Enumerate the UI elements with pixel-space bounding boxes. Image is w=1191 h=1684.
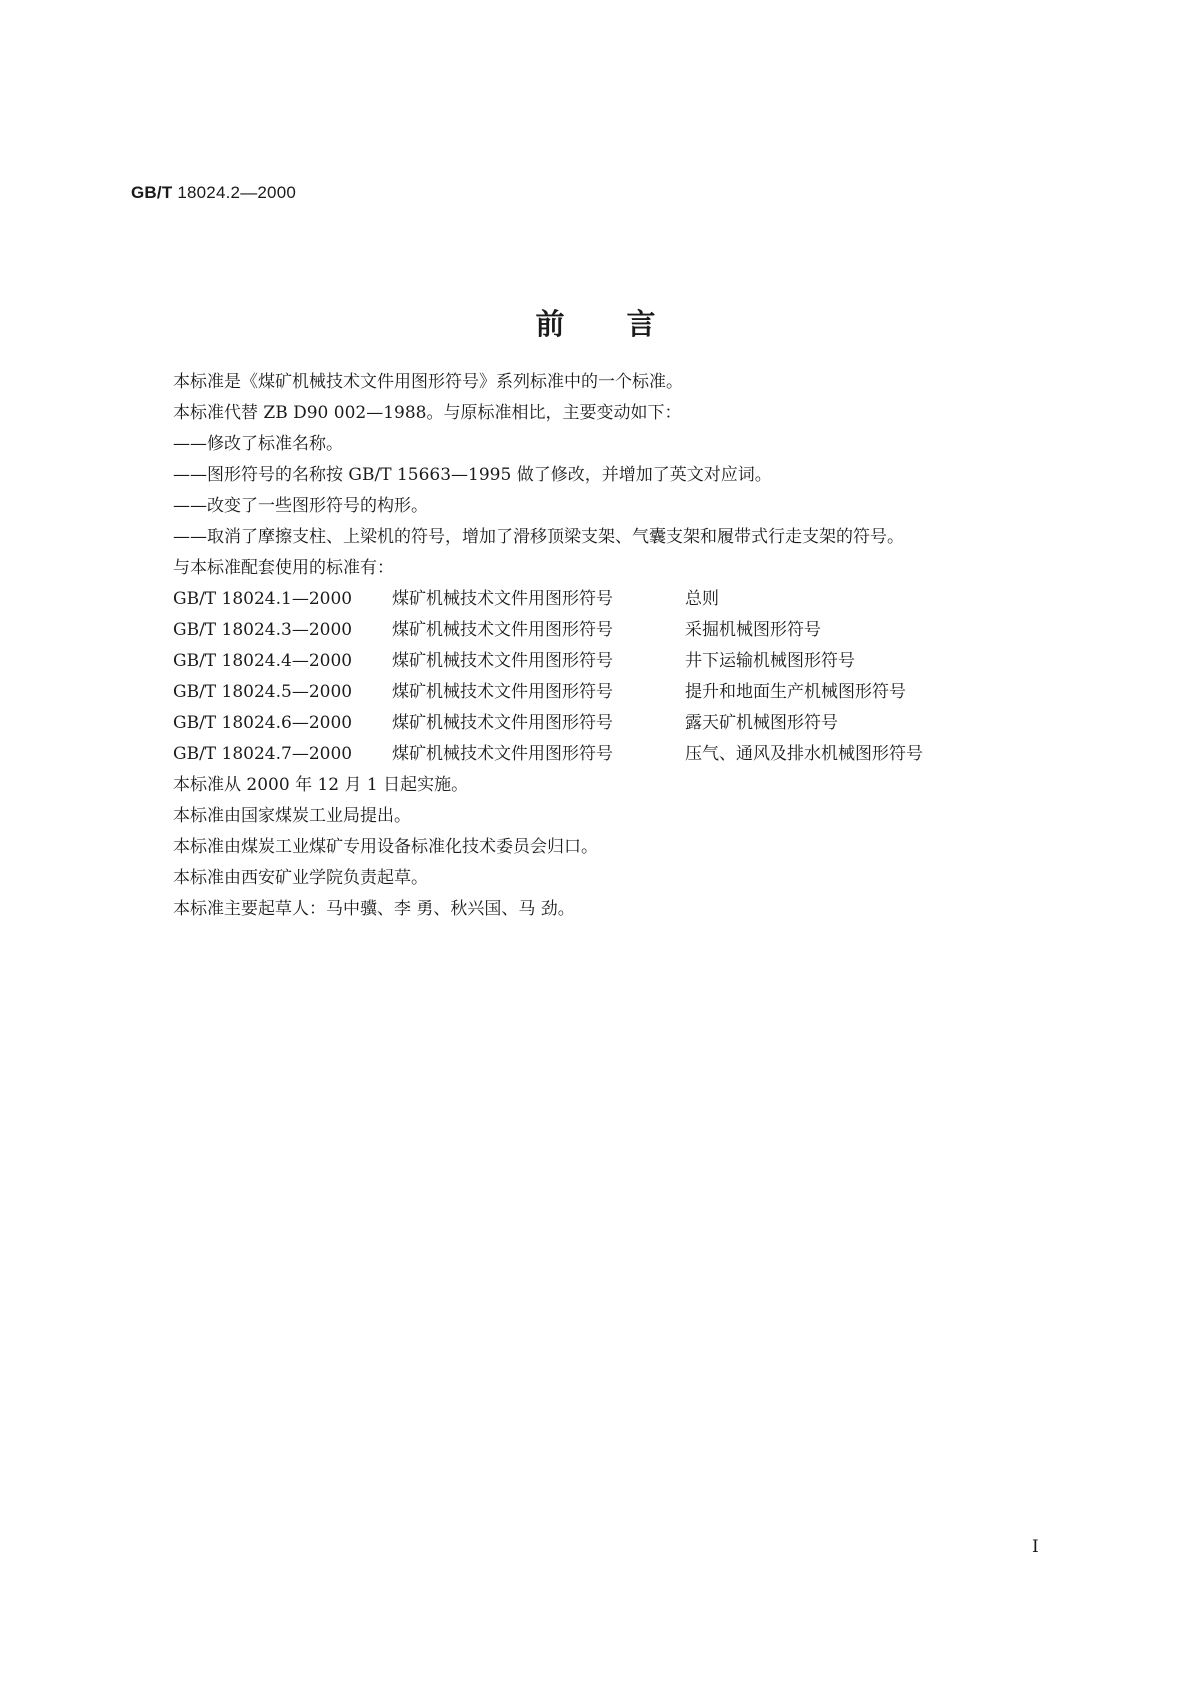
related-standard-part: 压气、通风及排水机械图形符号	[685, 744, 923, 764]
related-standard-part: 提升和地面生产机械图形符号	[685, 682, 906, 702]
related-standard-series: 煤矿机械技术文件用图形符号	[392, 589, 613, 609]
paragraph-replaces: 本标准代替 ZB D90 002—1988。与原标准相比，主要变动如下：	[173, 403, 682, 423]
related-standard-series: 煤矿机械技术文件用图形符号	[392, 713, 613, 733]
related-standard-part: 露天矿机械图形符号	[685, 713, 838, 733]
related-standard-row	[173, 708, 1173, 739]
related-standard-code: GB/T 18024.7—2000	[173, 744, 353, 764]
page-number: I	[1032, 1537, 1039, 1557]
related-standard-series: 煤矿机械技术文件用图形符号	[392, 682, 613, 702]
foreword-body	[173, 367, 1173, 925]
related-standard-row	[173, 615, 1173, 646]
change-item: ——取消了摩擦支柱、上梁机的符号，增加了滑移顶梁支架、气囊支架和履带式行走支架的符号。	[173, 527, 904, 547]
paragraph-effective-date: 本标准从 2000 年 12 月 1 日起实施。	[173, 775, 469, 795]
paragraph-related-intro: 与本标准配套使用的标准有：	[173, 558, 394, 578]
standard-code-number: 18024.2—2000	[172, 183, 297, 202]
related-standard-row	[173, 677, 1173, 708]
paragraph-scope: 本标准是《煤矿机械技术文件用图形符号》系列标准中的一个标准。	[173, 372, 683, 392]
standard-code-prefix: GB/T	[131, 183, 173, 202]
related-standard-part: 采掘机械图形符号	[685, 620, 821, 640]
change-item: ——图形符号的名称按 GB/T 15663—1995 做了修改，并增加了英文对应词。	[173, 465, 772, 485]
change-item: ——修改了标准名称。	[173, 434, 343, 454]
related-standard-series: 煤矿机械技术文件用图形符号	[392, 651, 613, 671]
related-standard-part: 总则	[685, 589, 719, 609]
related-standard-row	[173, 584, 1173, 615]
related-standard-row	[173, 739, 1173, 770]
related-standard-part: 井下运输机械图形符号	[685, 651, 855, 671]
paragraph-drafters: 本标准主要起草人：马中骥、李 勇、秋兴国、马 劲。	[173, 899, 575, 919]
related-standard-series: 煤矿机械技术文件用图形符号	[392, 620, 613, 640]
paragraph-centralized-by: 本标准由煤炭工业煤矿专用设备标准化技术委员会归口。	[173, 837, 598, 857]
standard-code	[131, 183, 296, 203]
related-standard-code: GB/T 18024.3—2000	[173, 620, 353, 640]
related-standard-code: GB/T 18024.4—2000	[173, 651, 353, 671]
page-title: 前言	[535, 307, 718, 341]
related-standard-code: GB/T 18024.5—2000	[173, 682, 353, 702]
related-standard-series: 煤矿机械技术文件用图形符号	[392, 744, 613, 764]
related-standard-code: GB/T 18024.6—2000	[173, 713, 353, 733]
change-item: ——改变了一些图形符号的构形。	[173, 496, 428, 516]
paragraph-proposed-by: 本标准由国家煤炭工业局提出。	[173, 806, 411, 826]
related-standard-code: GB/T 18024.1—2000	[173, 589, 353, 609]
related-standard-row	[173, 646, 1173, 677]
paragraph-drafted-by: 本标准由西安矿业学院负责起草。	[173, 868, 428, 888]
